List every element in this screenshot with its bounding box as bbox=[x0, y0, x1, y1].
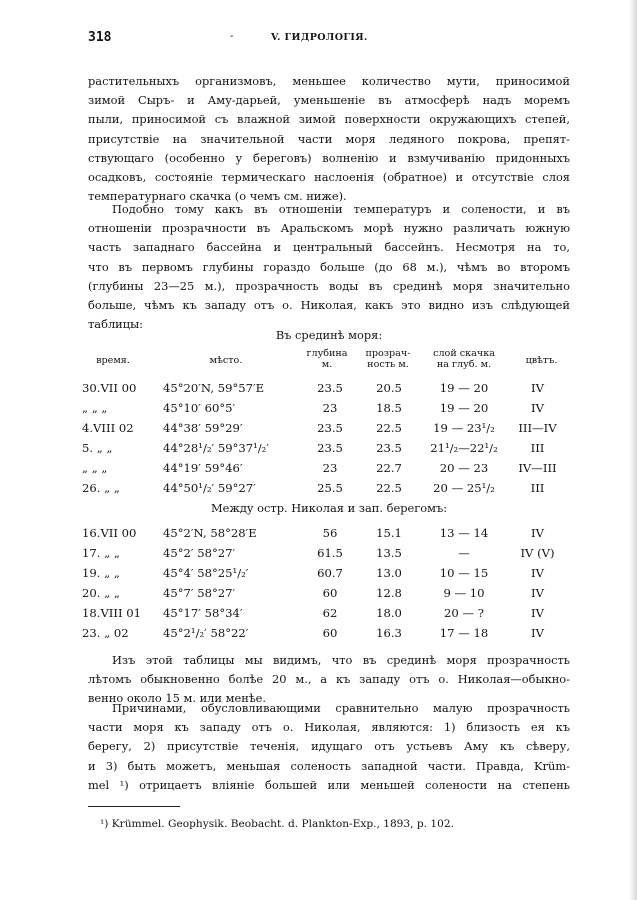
page-edge bbox=[629, 0, 637, 900]
cell-time: 23. „ 02 bbox=[82, 626, 129, 640]
cell-place: 45°20′N, 59°57′E bbox=[163, 381, 265, 395]
cell-color: IV bbox=[531, 626, 544, 640]
cell-jump-layer: 21¹/₂—22¹/₂ bbox=[430, 441, 498, 455]
text-line: таблицы: bbox=[88, 317, 144, 332]
cell-place: 44°50¹/₂′ 59°27′ bbox=[163, 481, 256, 495]
column-header-time: время. bbox=[96, 355, 130, 366]
table-row bbox=[82, 398, 565, 418]
cell-color: III bbox=[530, 481, 545, 495]
table-row bbox=[82, 458, 565, 478]
cell-depth: 23.5 bbox=[317, 381, 343, 395]
text-line: зимой Сыръ- и Аму-дарьей, уменьшеніе въ атмосферѣ надъ моремъ bbox=[88, 93, 570, 108]
column-header-depth-line2: м. bbox=[321, 359, 333, 370]
table-2-caption: Между остр. Николая и зап. берегомъ: bbox=[210, 501, 448, 515]
table-1-caption: Въ срединѣ моря: bbox=[275, 328, 383, 342]
cell-depth: 60.7 bbox=[317, 566, 343, 580]
footnote-divider bbox=[88, 806, 180, 807]
text-line: пыли, приносимой съ влажной зимой поверхности окружающихъ степей, bbox=[88, 112, 570, 127]
cell-color: IV bbox=[531, 526, 544, 540]
cell-jump-layer: 20 — 23 bbox=[439, 461, 489, 475]
column-header-jump-line2: на глуб. м. bbox=[436, 359, 492, 370]
cell-jump-layer: 20 — ? bbox=[444, 606, 484, 620]
cell-color: III bbox=[530, 441, 545, 455]
column-header-place: мѣсто. bbox=[209, 355, 243, 366]
table-row bbox=[82, 418, 565, 438]
cell-transparency: 22.5 bbox=[376, 481, 402, 495]
text-line: растительныхъ организмовъ, меньшее количество мути, приносимой bbox=[88, 74, 570, 88]
column-header-color: цвѣтъ. bbox=[525, 355, 558, 366]
cell-place: 44°28¹/₂′ 59°37¹/₂′ bbox=[163, 441, 269, 455]
column-header-transparency-line1: прозрач- bbox=[365, 348, 411, 359]
cell-color: IV—III bbox=[518, 461, 557, 475]
cell-jump-layer: 17 — 18 bbox=[439, 626, 489, 640]
cell-depth: 62 bbox=[322, 606, 338, 620]
cell-transparency: 22.5 bbox=[376, 421, 402, 435]
cell-color: IV bbox=[531, 566, 544, 580]
table-west-basin bbox=[82, 523, 565, 643]
column-header-transparency bbox=[358, 348, 418, 370]
cell-time: 20. „ „ bbox=[82, 586, 120, 600]
cell-jump-layer: 19 — 20 bbox=[439, 381, 489, 395]
cell-color: IV bbox=[531, 586, 544, 600]
cell-transparency: 23.5 bbox=[376, 441, 402, 455]
text-line: (глубины 23—25 м.), прозрачность воды въ срединѣ моря значительно bbox=[88, 278, 570, 293]
text-line: ствующаго (особенно у береговъ) волненію и взмучиванію придонныхъ bbox=[88, 150, 570, 165]
text-line: отношеніи прозрачности въ Аральскомъ морѣ нужно различать южную bbox=[88, 221, 570, 236]
paragraph-2 bbox=[88, 200, 570, 334]
table-row bbox=[82, 563, 565, 583]
text-line: Изъ этой таблицы мы видимъ, что въ срединѣ моря прозрачность bbox=[112, 653, 570, 667]
cell-color: IV (V) bbox=[520, 546, 555, 560]
cell-place: 45°2′N, 58°28′E bbox=[163, 526, 257, 540]
cell-place: 45°2′ 58°27′ bbox=[163, 546, 236, 560]
cell-place: 45°2¹/₂′ 58°22′ bbox=[163, 626, 249, 640]
cell-color: IV bbox=[531, 381, 544, 395]
text-line: mel ¹) отрицаетъ вліяніе большей или меньшей солености на степень bbox=[88, 777, 570, 792]
text-line: части моря къ западу отъ о. Николая, являются: 1) близость ея къ bbox=[88, 720, 570, 735]
column-header-jump-layer bbox=[420, 348, 508, 370]
cell-place: 44°38′ 59°29′ bbox=[163, 421, 243, 435]
table-mid-sea bbox=[82, 378, 565, 498]
running-head: V. ГИДРОЛОГІЯ. bbox=[271, 32, 368, 43]
cell-jump-layer: 10 — 15 bbox=[439, 566, 489, 580]
cell-color: IV bbox=[531, 401, 544, 415]
cell-transparency: 20.5 bbox=[376, 381, 402, 395]
table-row bbox=[82, 378, 565, 398]
cell-place: 45°17′ 58°34′ bbox=[163, 606, 243, 620]
cell-place: 44°19′ 59°46′ bbox=[163, 461, 243, 475]
cell-color: III—IV bbox=[518, 421, 557, 435]
cell-time: 19. „ „ bbox=[82, 566, 120, 580]
text-line: осадковъ, состояніе термическаго наслоенія (обратное) и отсутствіе слоя bbox=[88, 169, 570, 184]
cell-transparency: 18.5 bbox=[376, 401, 402, 415]
cell-time: 18.VIII 01 bbox=[82, 606, 141, 620]
cell-place: 45°4′ 58°25¹/₂′ bbox=[163, 566, 249, 580]
table-row bbox=[82, 438, 565, 458]
cell-jump-layer: 19 — 20 bbox=[439, 401, 489, 415]
column-header-transparency-line2: ность м. bbox=[367, 359, 409, 370]
cell-transparency: 13.0 bbox=[376, 566, 402, 580]
text-line: температурнаго скачка (о чемъ см. ниже). bbox=[88, 189, 347, 204]
cell-depth: 23.5 bbox=[317, 421, 343, 435]
text-line: что въ первомъ глубины гораздо больше (до 68 м.), чѣмъ во второмъ bbox=[88, 259, 570, 274]
cell-jump-layer: 9 — 10 bbox=[443, 586, 485, 600]
cell-transparency: 22.7 bbox=[376, 461, 402, 475]
table-row bbox=[82, 583, 565, 603]
column-header-depth bbox=[297, 348, 357, 370]
cell-depth: 23 bbox=[322, 401, 338, 415]
cell-color: IV bbox=[531, 606, 544, 620]
cell-time: 16.VII 00 bbox=[82, 526, 137, 540]
table-row bbox=[82, 603, 565, 623]
page-number: 318 bbox=[88, 30, 112, 45]
cell-depth: 61.5 bbox=[317, 546, 343, 560]
cell-transparency: 12.8 bbox=[376, 586, 402, 600]
cell-depth: 60 bbox=[322, 586, 338, 600]
table-row bbox=[82, 623, 565, 643]
column-header-depth-line1: глубина bbox=[306, 348, 348, 359]
cell-jump-layer: 20 — 25¹/₂ bbox=[433, 481, 495, 495]
cell-jump-layer: 13 — 14 bbox=[439, 526, 489, 540]
cell-transparency: 18.0 bbox=[376, 606, 402, 620]
cell-time: 5. „ „ bbox=[82, 441, 113, 455]
cell-time: 4.VIII 02 bbox=[82, 421, 134, 435]
column-header-jump-line1: слой скачка bbox=[433, 348, 495, 359]
text-line: Причинами, обусловливающими сравнительно малую прозрачность bbox=[112, 701, 570, 715]
table-row bbox=[82, 523, 565, 543]
cell-time: 17. „ „ bbox=[82, 546, 120, 560]
cell-depth: 23 bbox=[322, 461, 338, 475]
text-line: присутствіе на значительной части моря ледяного покрова, препят- bbox=[88, 131, 570, 146]
cell-time: „ „ „ bbox=[82, 401, 108, 415]
text-line: венно около 15 м. или менѣе. bbox=[88, 691, 267, 706]
cell-depth: 25.5 bbox=[317, 481, 343, 495]
cell-time: 26. „ „ bbox=[82, 481, 120, 495]
cell-place: 45°10′ 60°5′ bbox=[163, 401, 236, 415]
table-row bbox=[82, 478, 565, 498]
text-line: лѣтомъ обыкновенно болѣе 20 м., а къ западу отъ о. Николая—обыкно- bbox=[88, 672, 570, 687]
text-line: больше, чѣмъ къ западу отъ о. Николая, какъ это видно изъ слѣдующей bbox=[88, 297, 570, 312]
cell-depth: 60 bbox=[322, 626, 338, 640]
cell-transparency: 13.5 bbox=[376, 546, 402, 560]
cell-jump-layer: 19 — 23¹/₂ bbox=[433, 421, 495, 435]
cell-time: 30.VII 00 bbox=[82, 381, 137, 395]
cell-place: 45°7′ 58°27′ bbox=[163, 586, 236, 600]
text-line: берегу, 2) присутствіе теченія, идущаго отъ устьевъ Аму къ сѣверу, bbox=[88, 739, 570, 754]
paragraph-1 bbox=[88, 72, 570, 206]
footnote: ¹) Krümmel. Geophysik. Beobacht. d. Plankton-Exp., 1893, p. 102. bbox=[100, 818, 455, 830]
cell-transparency: 15.1 bbox=[376, 526, 402, 540]
cell-time: „ „ „ bbox=[82, 461, 108, 475]
cell-transparency: 16.3 bbox=[376, 626, 402, 640]
text-line: часть западнаго бассейна и центральный бассейнъ. Несмотря на то, bbox=[88, 240, 570, 255]
cell-depth: 23.5 bbox=[317, 441, 343, 455]
header-mark: - bbox=[230, 31, 234, 42]
text-line: и 3) быть можетъ, меньшая соленость западной части. Правда, Krüm- bbox=[88, 758, 570, 773]
cell-jump-layer: — bbox=[458, 546, 470, 560]
paragraph-4 bbox=[88, 699, 570, 795]
table-row bbox=[82, 543, 565, 563]
cell-depth: 56 bbox=[322, 526, 338, 540]
text-line: Подобно тому какъ въ отношеніи температуръ и солености, и въ bbox=[112, 202, 570, 216]
page-header bbox=[0, 30, 637, 50]
